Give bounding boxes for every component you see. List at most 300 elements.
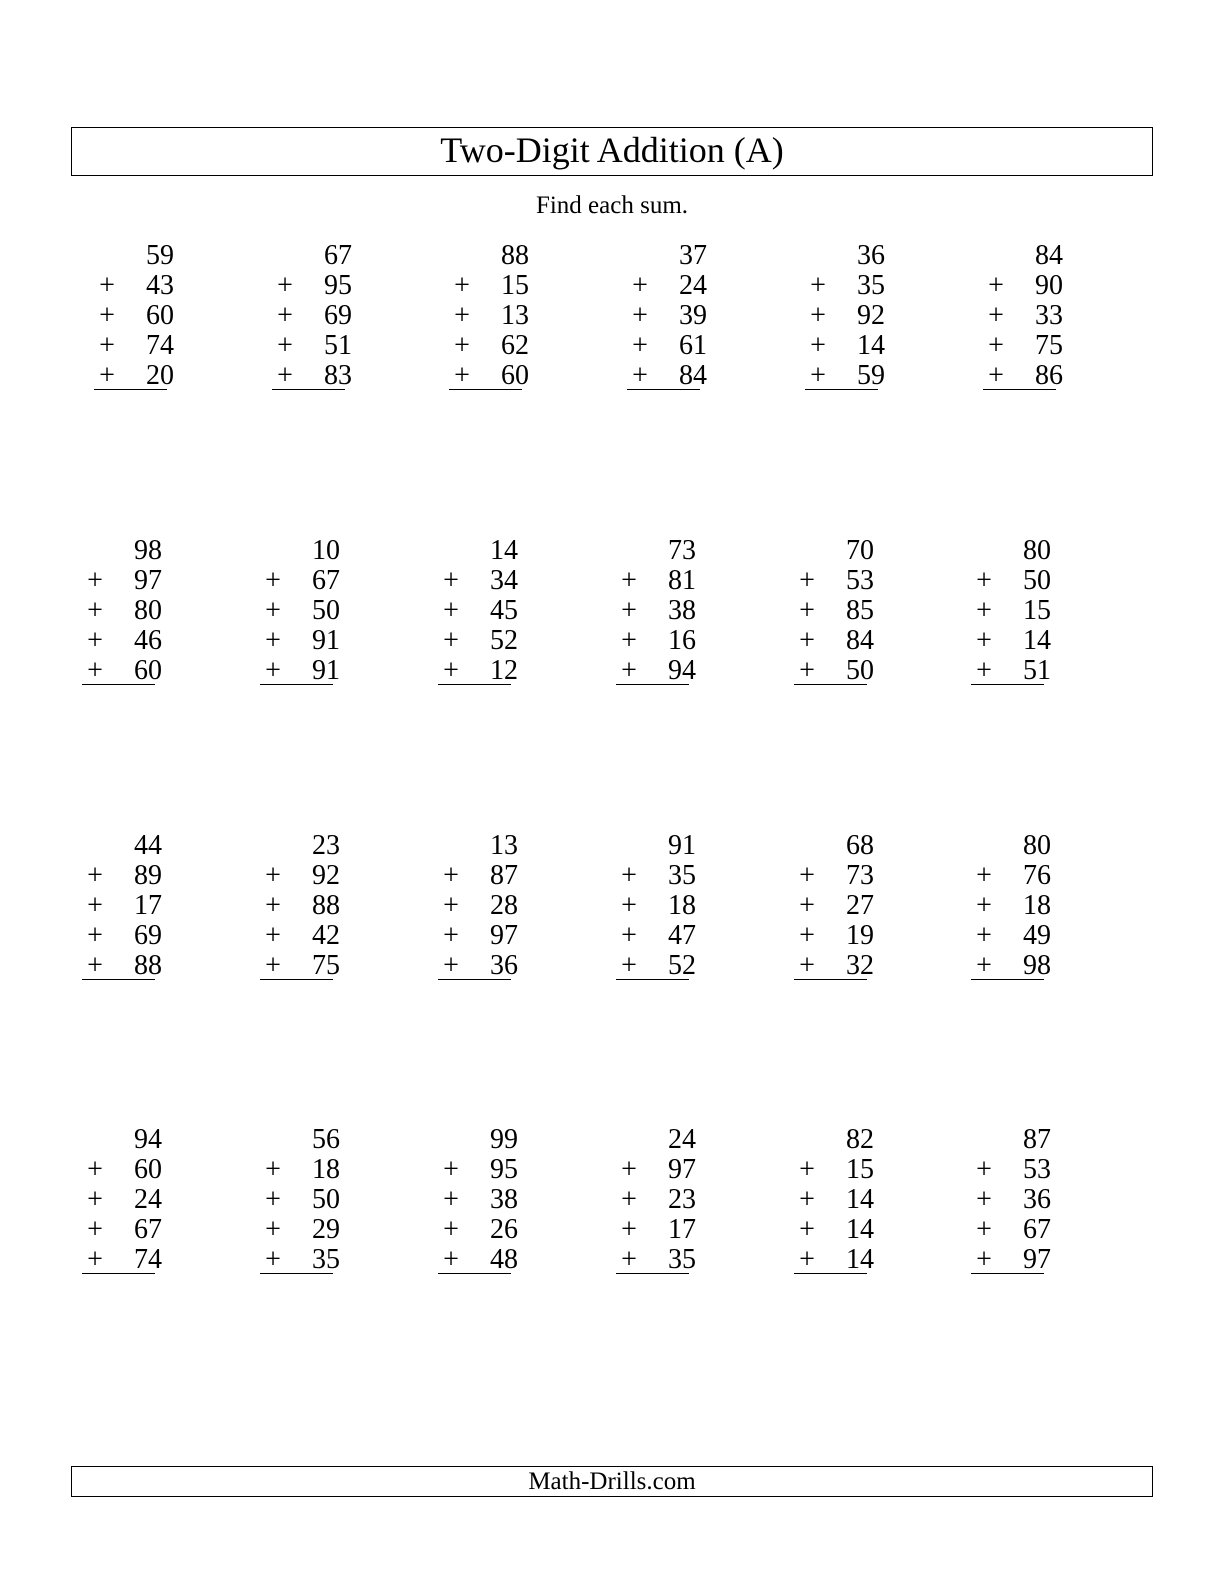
addition-problem xyxy=(449,241,529,391)
addend: 87 xyxy=(490,860,518,891)
addend: 91 xyxy=(312,655,340,686)
plus-sign: + xyxy=(988,270,1004,301)
addend: 97 xyxy=(1023,1244,1051,1275)
instructions: Find each sum. xyxy=(535,192,689,219)
addend: 76 xyxy=(1023,860,1051,891)
plus-sign: + xyxy=(87,920,103,951)
plus-sign: + xyxy=(265,1214,281,1245)
addition-problem xyxy=(616,536,696,686)
addend: 36 xyxy=(490,950,518,981)
addition-problem xyxy=(438,831,518,981)
addend: 14 xyxy=(846,1244,874,1275)
addend-row xyxy=(438,1245,518,1275)
sum-rule-line xyxy=(260,1273,333,1274)
addend-row xyxy=(616,951,696,981)
plus-sign: + xyxy=(443,1214,459,1245)
plus-sign: + xyxy=(976,1184,992,1215)
addition-problem xyxy=(260,1125,340,1275)
plus-sign: + xyxy=(621,890,637,921)
addend: 18 xyxy=(1023,890,1051,921)
plus-sign: + xyxy=(799,655,815,686)
addend: 90 xyxy=(1035,270,1063,301)
addend: 99 xyxy=(490,1124,518,1155)
addend: 80 xyxy=(1023,830,1051,861)
addition-problem xyxy=(616,831,696,981)
plus-sign: + xyxy=(799,565,815,596)
addend-row xyxy=(616,1245,696,1275)
addend: 32 xyxy=(846,950,874,981)
plus-sign: + xyxy=(87,890,103,921)
plus-sign: + xyxy=(87,1214,103,1245)
addend: 33 xyxy=(1035,300,1063,331)
addend: 60 xyxy=(146,300,174,331)
addend: 69 xyxy=(324,300,352,331)
addend: 88 xyxy=(134,950,162,981)
addend-row xyxy=(805,331,885,361)
addend: 50 xyxy=(1023,565,1051,596)
addend-row xyxy=(805,271,885,301)
addend: 19 xyxy=(846,920,874,951)
plus-sign: + xyxy=(443,565,459,596)
addend: 45 xyxy=(490,595,518,626)
addition-problem xyxy=(82,1125,162,1275)
addend-row xyxy=(438,1215,518,1245)
plus-sign: + xyxy=(799,890,815,921)
addend: 14 xyxy=(490,535,518,566)
sum-rule-line xyxy=(616,684,689,685)
addend-row xyxy=(272,301,352,331)
addend: 92 xyxy=(857,300,885,331)
plus-sign: + xyxy=(621,565,637,596)
addend: 46 xyxy=(134,625,162,656)
plus-sign: + xyxy=(976,595,992,626)
addend: 12 xyxy=(490,655,518,686)
addend: 69 xyxy=(134,920,162,951)
addend: 81 xyxy=(668,565,696,596)
addend-row xyxy=(438,1155,518,1185)
addend: 59 xyxy=(146,240,174,271)
addend-row xyxy=(438,951,518,981)
addend: 73 xyxy=(668,535,696,566)
sum-rule-line xyxy=(260,684,333,685)
sum-rule-line xyxy=(805,389,878,390)
addend-row xyxy=(260,891,340,921)
addend-row xyxy=(260,656,340,686)
first-addend xyxy=(794,536,874,566)
addend-row xyxy=(794,921,874,951)
plus-sign: + xyxy=(810,360,826,391)
addend: 50 xyxy=(312,1184,340,1215)
plus-sign: + xyxy=(976,625,992,656)
addend: 85 xyxy=(846,595,874,626)
addend: 13 xyxy=(490,830,518,861)
addend-row xyxy=(971,1245,1051,1275)
plus-sign: + xyxy=(265,655,281,686)
addend-row xyxy=(971,861,1051,891)
plus-sign: + xyxy=(454,360,470,391)
addend: 53 xyxy=(1023,1154,1051,1185)
plus-sign: + xyxy=(277,270,293,301)
plus-sign: + xyxy=(265,1154,281,1185)
addend: 47 xyxy=(668,920,696,951)
plus-sign: + xyxy=(454,330,470,361)
addition-problem xyxy=(805,241,885,391)
addend: 49 xyxy=(1023,920,1051,951)
plus-sign: + xyxy=(621,655,637,686)
addend: 59 xyxy=(857,360,885,391)
addend: 37 xyxy=(679,240,707,271)
addend: 67 xyxy=(134,1214,162,1245)
sum-rule-line xyxy=(794,979,867,980)
addend-row xyxy=(971,921,1051,951)
addend: 10 xyxy=(312,535,340,566)
addend: 17 xyxy=(668,1214,696,1245)
plus-sign: + xyxy=(265,860,281,891)
plus-sign: + xyxy=(621,950,637,981)
addend-row xyxy=(94,301,174,331)
sum-rule-line xyxy=(971,1273,1044,1274)
sum-rule-line xyxy=(616,979,689,980)
plus-sign: + xyxy=(799,1244,815,1275)
addend-row xyxy=(627,301,707,331)
addend: 95 xyxy=(490,1154,518,1185)
addend: 97 xyxy=(134,565,162,596)
plus-sign: + xyxy=(277,360,293,391)
addend: 73 xyxy=(846,860,874,891)
plus-sign: + xyxy=(99,270,115,301)
addition-problem xyxy=(94,241,174,391)
addend: 94 xyxy=(668,655,696,686)
addition-problem xyxy=(260,536,340,686)
plus-sign: + xyxy=(443,1184,459,1215)
first-addend xyxy=(616,536,696,566)
addend: 29 xyxy=(312,1214,340,1245)
addend-row xyxy=(983,271,1063,301)
addend: 53 xyxy=(846,565,874,596)
addend-row xyxy=(983,331,1063,361)
addend-row xyxy=(971,1185,1051,1215)
addend-row xyxy=(438,596,518,626)
plus-sign: + xyxy=(265,1184,281,1215)
addend-row xyxy=(94,271,174,301)
addend-row xyxy=(971,1215,1051,1245)
plus-sign: + xyxy=(87,625,103,656)
addend-row xyxy=(794,1215,874,1245)
plus-sign: + xyxy=(799,1184,815,1215)
addend: 67 xyxy=(324,240,352,271)
addend-row xyxy=(82,891,162,921)
addition-problem xyxy=(260,831,340,981)
addend: 35 xyxy=(668,1244,696,1275)
addend-row xyxy=(805,301,885,331)
addend-row xyxy=(260,1185,340,1215)
plus-sign: + xyxy=(621,595,637,626)
addend: 88 xyxy=(312,890,340,921)
addend: 82 xyxy=(846,1124,874,1155)
addend: 14 xyxy=(857,330,885,361)
addend: 50 xyxy=(312,595,340,626)
addend-row xyxy=(260,861,340,891)
addend: 42 xyxy=(312,920,340,951)
plus-sign: + xyxy=(443,1154,459,1185)
addend-row xyxy=(94,361,174,391)
plus-sign: + xyxy=(632,300,648,331)
addend: 80 xyxy=(1023,535,1051,566)
addend: 39 xyxy=(679,300,707,331)
addend: 86 xyxy=(1035,360,1063,391)
addition-problem xyxy=(794,831,874,981)
sum-rule-line xyxy=(627,389,700,390)
plus-sign: + xyxy=(632,270,648,301)
plus-sign: + xyxy=(976,950,992,981)
first-addend xyxy=(272,241,352,271)
plus-sign: + xyxy=(621,920,637,951)
addend-row xyxy=(971,656,1051,686)
plus-sign: + xyxy=(443,655,459,686)
plus-sign: + xyxy=(976,1154,992,1185)
addend: 34 xyxy=(490,565,518,596)
first-addend xyxy=(438,1125,518,1155)
addend-row xyxy=(260,951,340,981)
plus-sign: + xyxy=(454,300,470,331)
addend: 70 xyxy=(846,535,874,566)
plus-sign: + xyxy=(632,360,648,391)
addition-problem xyxy=(627,241,707,391)
addend: 35 xyxy=(857,270,885,301)
addend: 75 xyxy=(312,950,340,981)
addend-row xyxy=(794,891,874,921)
addend-row xyxy=(794,566,874,596)
addend-row xyxy=(627,361,707,391)
addition-problem xyxy=(272,241,352,391)
plus-sign: + xyxy=(799,595,815,626)
addend: 74 xyxy=(146,330,174,361)
addend-row xyxy=(260,596,340,626)
plus-sign: + xyxy=(265,920,281,951)
addend-row xyxy=(805,361,885,391)
addend-row xyxy=(794,626,874,656)
addend-row xyxy=(971,951,1051,981)
addend: 23 xyxy=(312,830,340,861)
addition-problem xyxy=(438,1125,518,1275)
addend-row xyxy=(272,271,352,301)
plus-sign: + xyxy=(265,565,281,596)
addend: 52 xyxy=(668,950,696,981)
addend-row xyxy=(82,656,162,686)
addition-problem xyxy=(82,831,162,981)
plus-sign: + xyxy=(87,655,103,686)
addend: 24 xyxy=(668,1124,696,1155)
plus-sign: + xyxy=(976,890,992,921)
addend: 28 xyxy=(490,890,518,921)
addend: 98 xyxy=(1023,950,1051,981)
addend-row xyxy=(616,1215,696,1245)
addend-row xyxy=(983,361,1063,391)
addend-row xyxy=(616,566,696,596)
addend: 24 xyxy=(679,270,707,301)
plus-sign: + xyxy=(265,625,281,656)
addend: 52 xyxy=(490,625,518,656)
plus-sign: + xyxy=(976,1244,992,1275)
plus-sign: + xyxy=(99,360,115,391)
plus-sign: + xyxy=(87,1184,103,1215)
plus-sign: + xyxy=(799,1154,815,1185)
addition-problem xyxy=(971,536,1051,686)
plus-sign: + xyxy=(988,300,1004,331)
addend: 15 xyxy=(501,270,529,301)
plus-sign: + xyxy=(443,920,459,951)
addend: 83 xyxy=(324,360,352,391)
plus-sign: + xyxy=(810,300,826,331)
addend-row xyxy=(971,1155,1051,1185)
first-addend xyxy=(794,831,874,861)
sum-rule-line xyxy=(794,684,867,685)
addend-row xyxy=(616,1155,696,1185)
plus-sign: + xyxy=(621,1214,637,1245)
addend-row xyxy=(438,656,518,686)
addend-row xyxy=(82,566,162,596)
addend-row xyxy=(82,1245,162,1275)
plus-sign: + xyxy=(443,595,459,626)
addend: 92 xyxy=(312,860,340,891)
plus-sign: + xyxy=(976,565,992,596)
sum-rule-line xyxy=(82,1273,155,1274)
plus-sign: + xyxy=(799,950,815,981)
addend-row xyxy=(438,566,518,596)
addend-row xyxy=(971,891,1051,921)
addend-row xyxy=(794,1155,874,1185)
plus-sign: + xyxy=(799,860,815,891)
plus-sign: + xyxy=(87,1154,103,1185)
addend: 38 xyxy=(668,595,696,626)
plus-sign: + xyxy=(988,330,1004,361)
addend-row xyxy=(627,331,707,361)
addend: 17 xyxy=(134,890,162,921)
addend: 91 xyxy=(668,830,696,861)
sum-rule-line xyxy=(438,979,511,980)
addend: 91 xyxy=(312,625,340,656)
first-addend xyxy=(82,536,162,566)
addend: 51 xyxy=(1023,655,1051,686)
addition-problem xyxy=(82,536,162,686)
addend: 20 xyxy=(146,360,174,391)
sum-rule-line xyxy=(82,684,155,685)
addend: 38 xyxy=(490,1184,518,1215)
addend-row xyxy=(260,1215,340,1245)
addition-problem xyxy=(438,536,518,686)
plus-sign: + xyxy=(976,655,992,686)
addend: 48 xyxy=(490,1244,518,1275)
plus-sign: + xyxy=(799,1214,815,1245)
addend: 14 xyxy=(1023,625,1051,656)
first-addend xyxy=(627,241,707,271)
addend: 43 xyxy=(146,270,174,301)
addend-row xyxy=(983,301,1063,331)
addend: 18 xyxy=(312,1154,340,1185)
first-addend xyxy=(971,831,1051,861)
addend: 44 xyxy=(134,830,162,861)
addend-row xyxy=(438,626,518,656)
addend-row xyxy=(260,921,340,951)
addend: 68 xyxy=(846,830,874,861)
addend: 36 xyxy=(857,240,885,271)
addend-row xyxy=(82,1185,162,1215)
plus-sign: + xyxy=(265,595,281,626)
addend: 84 xyxy=(1035,240,1063,271)
addend: 67 xyxy=(312,565,340,596)
addend: 74 xyxy=(134,1244,162,1275)
addend: 67 xyxy=(1023,1214,1051,1245)
addition-problem xyxy=(794,1125,874,1275)
addend: 60 xyxy=(134,1154,162,1185)
addend-row xyxy=(94,331,174,361)
addend-row xyxy=(616,861,696,891)
sum-rule-line xyxy=(794,1273,867,1274)
addend-row xyxy=(438,921,518,951)
addend-row xyxy=(616,921,696,951)
plus-sign: + xyxy=(443,950,459,981)
addend-row xyxy=(82,626,162,656)
first-addend xyxy=(438,831,518,861)
first-addend xyxy=(805,241,885,271)
addend-row xyxy=(82,921,162,951)
addend-row xyxy=(449,301,529,331)
plus-sign: + xyxy=(87,950,103,981)
addend: 23 xyxy=(668,1184,696,1215)
addend: 84 xyxy=(679,360,707,391)
first-addend xyxy=(82,1125,162,1155)
sum-rule-line xyxy=(438,1273,511,1274)
first-addend xyxy=(82,831,162,861)
sum-rule-line xyxy=(94,389,167,390)
addend: 56 xyxy=(312,1124,340,1155)
first-addend xyxy=(260,1125,340,1155)
plus-sign: + xyxy=(265,1244,281,1275)
sum-rule-line xyxy=(971,979,1044,980)
addend: 36 xyxy=(1023,1184,1051,1215)
addend: 60 xyxy=(501,360,529,391)
plus-sign: + xyxy=(454,270,470,301)
plus-sign: + xyxy=(976,860,992,891)
addend-row xyxy=(971,626,1051,656)
addend-row xyxy=(260,566,340,596)
plus-sign: + xyxy=(799,920,815,951)
addend: 89 xyxy=(134,860,162,891)
addition-problem xyxy=(983,241,1063,391)
addend-row xyxy=(260,626,340,656)
addend-row xyxy=(794,861,874,891)
first-addend xyxy=(616,831,696,861)
plus-sign: + xyxy=(621,1154,637,1185)
addend: 80 xyxy=(134,595,162,626)
plus-sign: + xyxy=(632,330,648,361)
addend-row xyxy=(260,1245,340,1275)
addend: 98 xyxy=(134,535,162,566)
addend-row xyxy=(449,331,529,361)
addend-row xyxy=(616,1185,696,1215)
addend: 60 xyxy=(134,655,162,686)
sum-rule-line xyxy=(438,684,511,685)
addend-row xyxy=(616,891,696,921)
addend: 88 xyxy=(501,240,529,271)
plus-sign: + xyxy=(87,565,103,596)
plus-sign: + xyxy=(810,270,826,301)
addend: 27 xyxy=(846,890,874,921)
sum-rule-line xyxy=(983,389,1056,390)
addend: 75 xyxy=(1035,330,1063,361)
addend: 97 xyxy=(668,1154,696,1185)
sum-rule-line xyxy=(82,979,155,980)
